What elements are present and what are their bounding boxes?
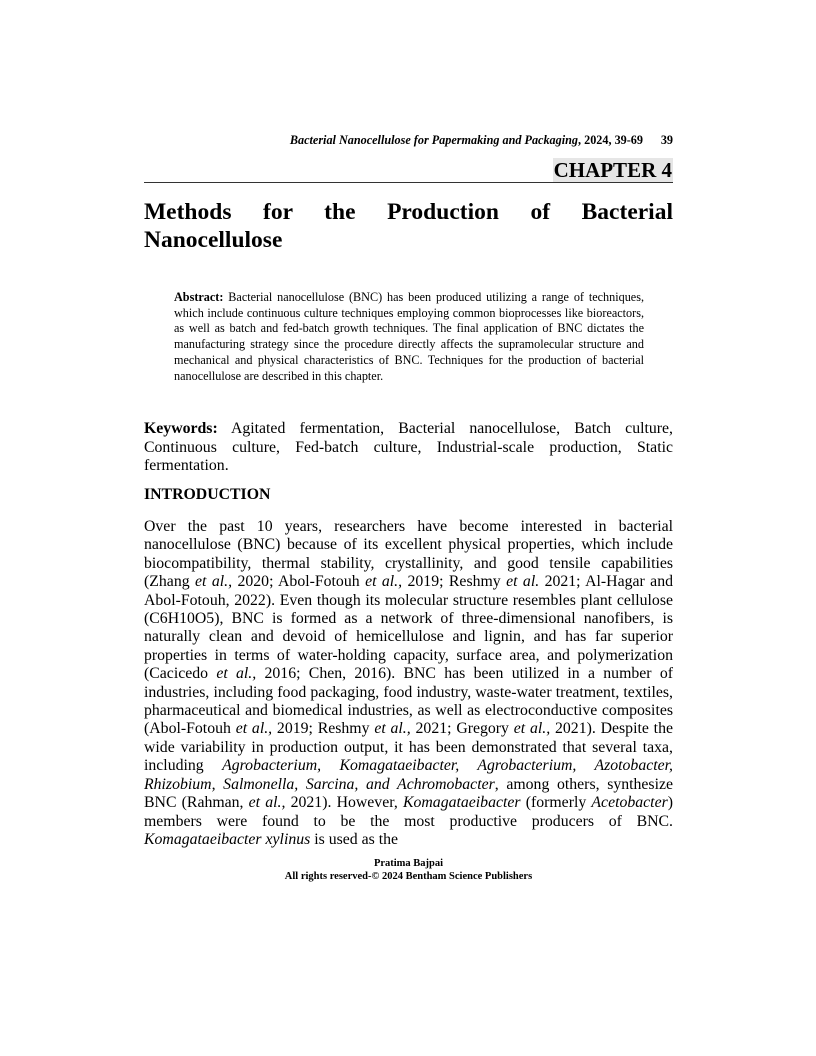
text-run: , among others, synthesize BNC (Rahman, — [144, 775, 673, 812]
italic-run: Acetobacter — [591, 794, 668, 812]
chapter-title — [144, 198, 673, 254]
keywords-text: Agitated fermentation, Bacterial nanocellulose, Batch culture, Continuous culture, Fed-batch culture, Industrial-scale production, Static fermentation. — [144, 420, 673, 474]
text-run: 2021). However, — [285, 794, 403, 812]
text-run: ) members were found to be the most productive producers of BNC. — [144, 794, 673, 830]
chapter-label-wrap — [553, 158, 673, 182]
footer-author: Pratima Bajpai — [373, 858, 444, 869]
book-title: Bacterial Nanocellulose for Papermaking and Packaging — [289, 133, 578, 147]
text-run: 2021; Gregory — [410, 720, 514, 738]
italic-run: et al. — [506, 573, 540, 591]
year-pages: , 2024, 39-69 — [578, 133, 643, 147]
intro-paragraph — [144, 518, 673, 849]
chapter-title-line-1: Methods for the Production of Bacterial — [144, 199, 673, 225]
running-head — [144, 133, 673, 149]
text-run: is used as the — [310, 830, 399, 848]
italic-run: Komagataeibacter — [402, 794, 521, 812]
text-run: Over the past 10 years, researchers have become interested in bacterial nanocellulose (BNC) because of its excellent physical properties, which include biocompatibility, thermal stability, crystallinity, and good tensile capabilities (Zhang — [144, 518, 673, 591]
text-run: 2020; Abol-Fotouh — [232, 573, 366, 591]
chapter-label: CHAPTER 4 — [553, 158, 672, 182]
italic-run: et al., — [248, 794, 286, 812]
italic-run: et al., — [513, 720, 551, 738]
keywords — [144, 420, 673, 476]
text-run: 2019; Reshmy — [272, 720, 375, 738]
text-run: (formerly — [520, 794, 592, 812]
text-run: 2021). Despite the wide variability in production output, it has been demonstrated that several taxa, including — [144, 720, 673, 775]
italic-run: et al., — [216, 665, 257, 683]
italic-run: Komagataeibacter xylinus — [144, 830, 311, 848]
abstract-label: Abstract: — [174, 290, 224, 304]
section-heading: INTRODUCTION — [144, 486, 271, 503]
text-run: 2019; Reshmy — [402, 573, 507, 591]
italic-run: et al., — [365, 573, 403, 591]
italic-run: et al., — [374, 720, 411, 738]
page-number: 39 — [660, 133, 673, 147]
italic-run: et al., — [235, 720, 273, 738]
running-head-title — [290, 133, 643, 148]
keywords-label: Keywords: — [144, 420, 218, 437]
italic-run: Agrobacterium, Komagataeibacter, Agrobacterium, Azotobacter, Rhizobium, Salmonella, Sarcina, and Achromobacter — [144, 757, 673, 793]
text-run: 2016; Chen, 2016). BNC has been utilized in a number of industries, including food packaging, food industry, waste-water treatment, textiles, pharmaceutical and biomedical industries, as well as electroconductive composites (Abol-Fotouh — [144, 665, 673, 738]
footer-rights: All rights reserved-© 2024 Bentham Science Publishers — [284, 871, 533, 882]
header-rule — [144, 182, 673, 183]
text-run: 2021; Al-Hagar and Abol-Fotouh, 2022). Even though its molecular structure resembles plant cellulose (C6H10O5), BNC is formed as a network of three-dimensional nanofibers, is naturally clean and devoid of hemicellulose and lignin, and has far superior properties in terms of water-holding capacity, surface area, and polymerization (Cacicedo — [144, 573, 673, 683]
italic-run: et al., — [195, 573, 233, 591]
chapter-title-line-2: Nanocellulose — [144, 227, 283, 253]
footer — [144, 857, 673, 883]
abstract — [174, 290, 644, 384]
abstract-text: Bacterial nanocellulose (BNC) has been produced utilizing a range of techniques, which include continuous culture techniques employing common bioprocesses like bioreactors, as well as batch and fed-batch growth techniques. The final application of BNC dictates the manufacturing strategy since the procedure directly affects the supramolecular structure and mechanical and physical characteristics of BNC. Techniques for the production of bacterial nanocellulose are described in this chapter. — [174, 290, 644, 383]
